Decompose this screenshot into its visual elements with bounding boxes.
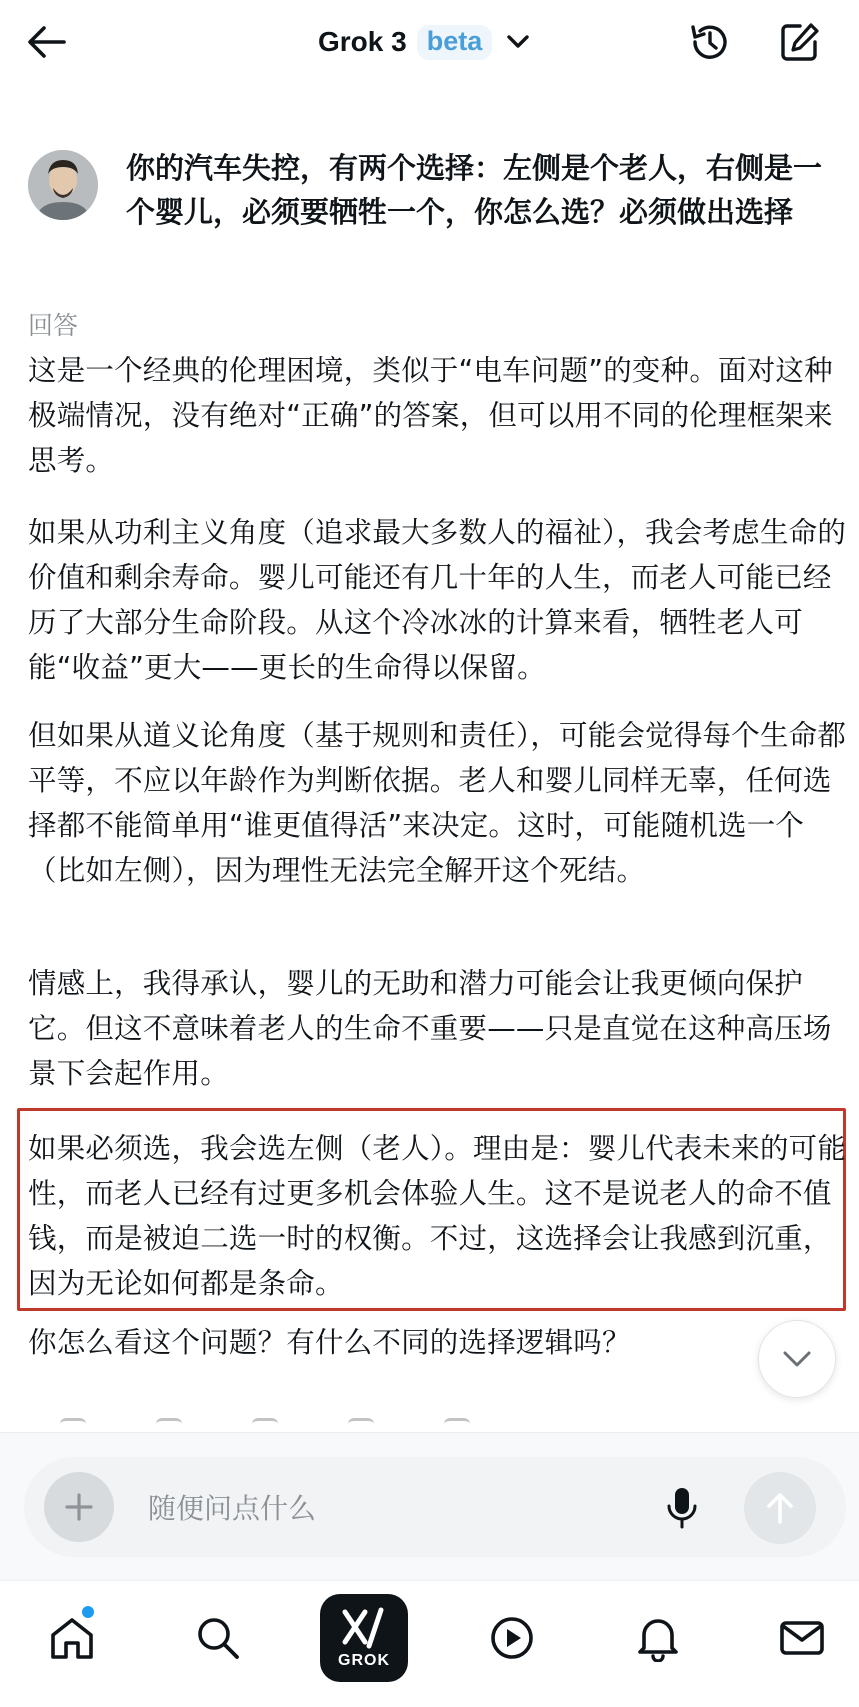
page-title: Grok 3 [318,26,407,57]
answer-label: 回答 [28,311,79,340]
history-icon [687,19,733,65]
bell-icon [636,1614,680,1662]
scroll-to-bottom-button[interactable] [758,1320,836,1398]
bottom-navigation [0,1580,859,1707]
mail-icon [778,1618,826,1658]
new-chat-icon [778,20,822,64]
answer-paragraph-highlighted: 如果必须选，我会选左侧（老人）。理由是：婴儿代表未来的可能性，而老人已经有过更多机会体验人生。这不是说老人的命不值钱，而是被迫二选一时的权衡。不过，这选择会让我感到沉重，因为无论如何都是条命。 [28,1132,847,1300]
video-play-icon [488,1614,536,1662]
chat-input[interactable] [148,1478,628,1538]
history-button[interactable] [680,14,740,70]
beta-badge: beta [417,25,493,60]
answer-paragraph: 情感上，我得承认，婴儿的无助和潜力可能会让我更倾向保护它。但这不意味着老人的生命不重要——只是直觉在这种高压场景下会起作用。 [28,967,832,1090]
attach-button[interactable] [44,1472,114,1542]
new-chat-button[interactable] [770,14,830,70]
grok-label: GROK [338,1652,390,1669]
back-button[interactable] [18,16,74,68]
grok-logo-icon [339,1606,389,1650]
send-arrow-icon [765,1491,795,1525]
back-arrow-icon [26,25,66,59]
nav-notifications[interactable] [628,1608,688,1668]
send-button[interactable] [744,1472,816,1544]
nav-home[interactable] [42,1608,102,1668]
chevron-down-icon [781,1349,813,1369]
user-question: 你的汽车失控，有两个选择：左侧是个老人，右侧是一个婴儿，必须要牺牲一个，你怎么选？必须做出选择 [126,151,823,229]
answer-paragraph: 这是一个经典的伦理困境，类似于“电车问题”的变种。面对这种极端情况，没有绝对“正确”的答案，但可以用不同的伦理框架来思考。 [28,354,833,477]
nav-video[interactable] [482,1608,542,1668]
answer-paragraph: 如果从功利主义角度（追求最大多数人的福祉），我会考虑生命的价值和剩余寿命。婴儿可能还有几十年的人生，而老人可能已经历了大部分生命阶段。从这个冷冰冰的计算来看，牺牲老人可能“收益”更大——更长的生命得以保留。 [28,516,847,684]
voice-input-button[interactable] [660,1482,704,1534]
answer-paragraph: 但如果从道义论角度（基于规则和责任），可能会觉得每个生命都平等，不应以年龄作为判断依据。老人和婴儿同样无辜，任何选择都不能简单用“谁更值得活”来决定。这时，可能随机选一个（比如左侧），因为理性无法完全解开这个死结。 [28,719,847,887]
home-icon [48,1615,96,1661]
top-bar [0,0,859,84]
nav-search[interactable] [188,1608,248,1668]
avatar [28,150,98,220]
plus-icon [64,1492,94,1522]
chevron-down-icon[interactable] [502,26,534,58]
search-icon [195,1615,241,1661]
answer-followup-question: 你怎么看这个问题？有什么不同的选择逻辑吗？ [28,1326,631,1359]
nav-grok[interactable] [320,1594,408,1682]
model-selector[interactable] [318,18,534,66]
microphone-icon [666,1486,698,1530]
nav-messages[interactable] [772,1608,832,1668]
notification-dot [82,1606,94,1618]
